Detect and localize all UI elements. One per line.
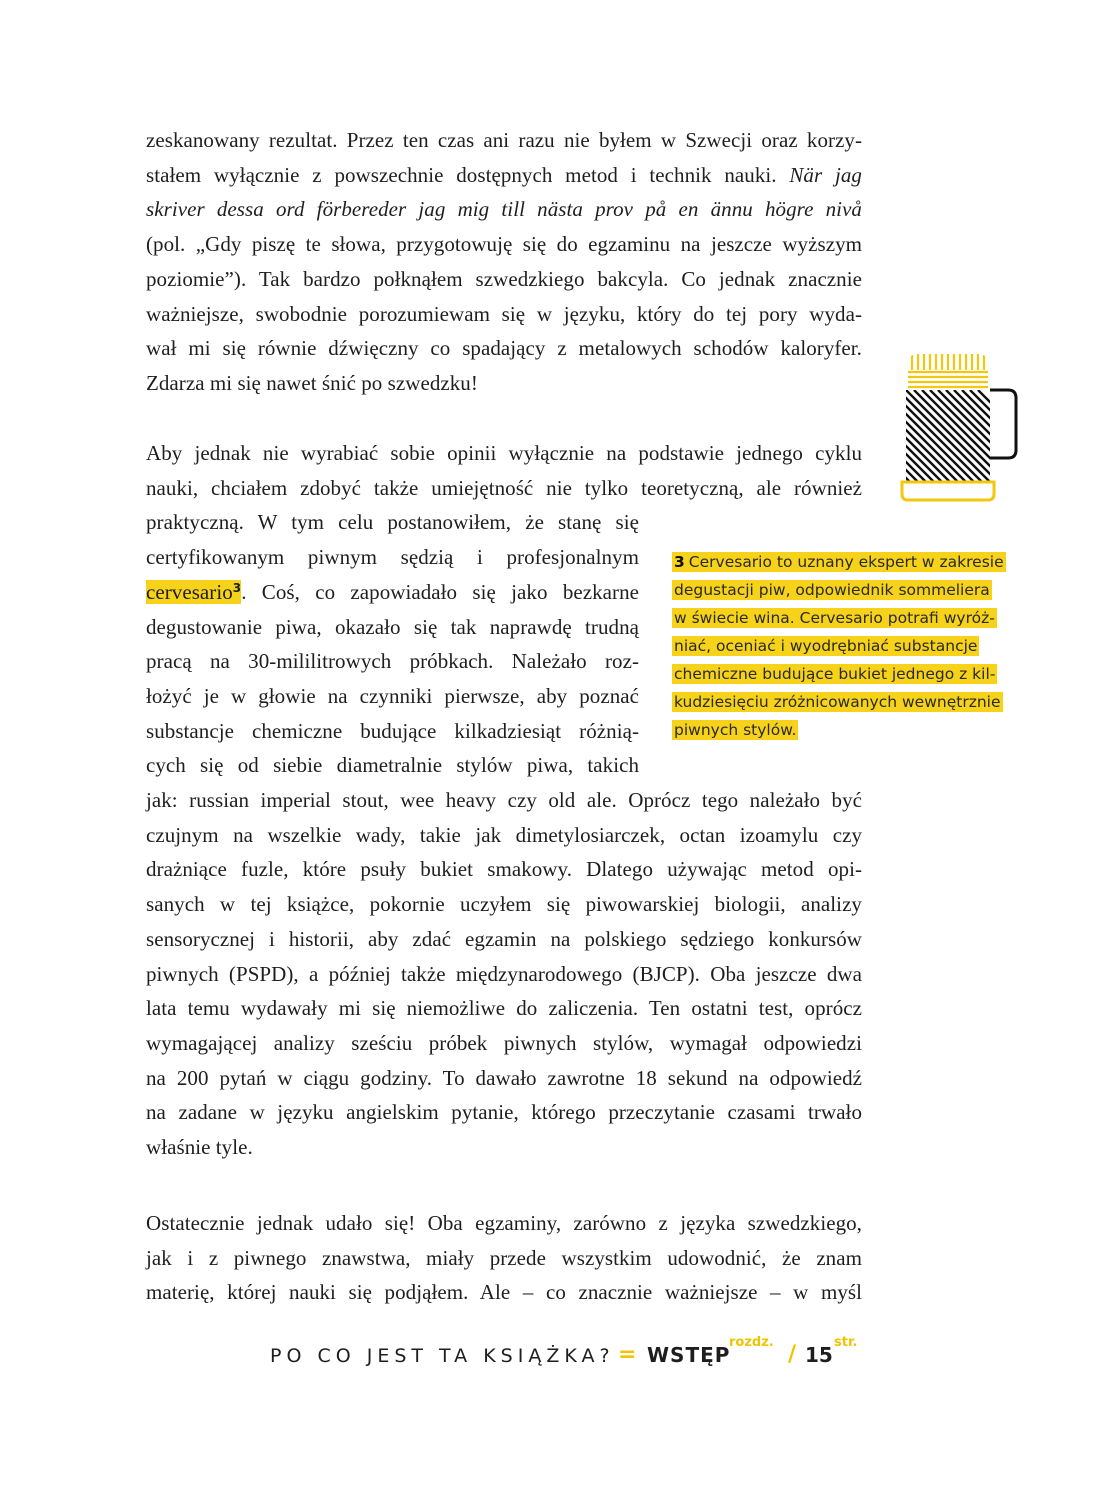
- text-line: Ostatecznie jednak udało się! Oba egzaminy, zarówno z języka szwedzkiego,: [146, 1211, 862, 1235]
- text-line: czujnym na wszelkie wady, takie jak dimetylosiarczek, octan izoamylu czy: [146, 822, 862, 847]
- text-line: na 200 pytań w ciągu godziny. To dawało zawrotne 18 sekund na odpowiedź: [146, 1065, 862, 1090]
- text-line: sanych w tej książce, pokornie uczyłem się piwowarskiej biologii, analizy: [146, 892, 862, 917]
- chapter-name: WSTĘP: [647, 1343, 731, 1367]
- text-line: ważniejsze, swobodnie porozumiewam się w języku, który do tej pory wyda-: [146, 301, 862, 326]
- text-line: (pol. „Gdy piszę te słowa, przygotowuję się do egzaminu na jeszcze wyższym: [146, 232, 862, 257]
- text-line: cych się od siebie diametralnie stylów piwa, takich: [146, 753, 639, 778]
- paragraph-1: [146, 123, 862, 401]
- text-line: Aby jednak nie wyrabiać sobie opinii wyłącznie na podstawie jednego cyklu: [146, 441, 862, 465]
- text-line: lata temu wydawały mi się niemożliwe do zaliczenia. Ten ostatni test, oprócz: [146, 996, 862, 1021]
- chapter-label: rozdz.: [729, 1335, 774, 1350]
- footnote-line: niać, oceniać i wyodrębniać substancje: [674, 637, 978, 655]
- text-line: Zdarza mi się nawet śnić po szwedzku!: [146, 370, 478, 395]
- swedish-phrase: När jag: [789, 162, 862, 187]
- text-line: wał mi się równie dźwięczny co spadający z metalowych schodów kaloryfer.: [146, 336, 862, 361]
- text-line: pracą na 30-mililitrowych próbkach. Należało roz-: [146, 649, 639, 674]
- footnote-line: w świecie wina. Cervesario potrafi wyróż-: [674, 609, 995, 627]
- text-line: zeskanowany rezultat. Przez ten czas ani razu nie byłem w Szwecji oraz korzy-: [146, 128, 862, 152]
- text-line: praktyczną. W tym celu postanowiłem, że stanę się: [146, 510, 639, 535]
- footnote-line: degustacji piw, odpowiednik sommeliera: [674, 581, 990, 599]
- text-line: wymagającej analizy sześciu próbek piwnych stylów, wymagał odpowiedzi: [146, 1030, 862, 1055]
- highlighted-term: cervesario$^3$: [146, 579, 242, 604]
- footnote-reference[interactable]: 3: [232, 580, 242, 595]
- text-line: [146, 192, 862, 227]
- page-number: 15: [805, 1343, 833, 1367]
- footnote-3: [672, 548, 1020, 744]
- text-line: drażniące fuzle, które psuły bukiet smakowy. Dlatego używając metod opi-: [146, 857, 862, 882]
- text-line: łożyć je w głowie na czynniki pierwsze, aby poznać: [146, 683, 639, 708]
- book-title: PO CO JEST TA KSIĄŻKA?: [270, 1345, 615, 1367]
- text-line: poziomie”). Tak bardzo połknąłem szwedzkiego bakcyla. Co jednak znacznie: [146, 266, 862, 291]
- text-line: jak i z piwnego znawstwa, miały przede wszystkim udowodnić, że znam: [146, 1245, 862, 1270]
- text-line: sensorycznej i historii, aby zdać egzamin na polskiego sędziego konkursów: [146, 926, 862, 951]
- footnote-line: chemiczne budujące bukiet jednego z kil-: [674, 665, 996, 683]
- footnote-line: kudziesięciu zróżnicowanych wewnętrznie: [674, 693, 1001, 711]
- footer-separator: =: [618, 1342, 637, 1367]
- text-line: degustowanie piwa, okazało się tak naprawdę trudną: [146, 614, 639, 639]
- text-line: stałem wyłącznie z powszechnie dostępnych metod i technik nauki. När jag: [146, 162, 862, 187]
- footnote-number: 3: [674, 553, 685, 571]
- text-line: na zadane w języku angielskim pytanie, którego przeczytanie czasami trwało: [146, 1100, 862, 1125]
- swedish-phrase: skriver dessa ord förbereder jag mig till nästa prov på en ännu högre nivå: [146, 197, 862, 222]
- text-line: substancje chemiczne budujące kilkadziesiąt różnią-: [146, 718, 639, 743]
- footnote-line: piwnych stylów.: [674, 721, 797, 739]
- paragraph-2: [146, 436, 862, 1165]
- footer-slash: /: [788, 1342, 797, 1367]
- text-line: właśnie tyle.: [146, 1135, 253, 1160]
- text-line: cervesario$^3$. Coś, co zapowiadało się jako bezkarne: [146, 579, 639, 604]
- text-line: nauki, chciałem zdobyć także umiejętność nie tylko teoretyczną, ale również: [146, 475, 862, 500]
- text-line: materię, której nauki się podjąłem. Ale – co znacznie ważniejsze – w myśl: [146, 1280, 862, 1305]
- text-line: piwnych (PSPD), a później także międzynarodowego (BJCP). Oba jeszcze dwa: [146, 961, 862, 986]
- beer-mug-icon: [898, 350, 1022, 506]
- footnote-line: 3 Cervesario to uznany ekspert w zakresie: [674, 553, 1004, 571]
- text-line: jak: russian imperial stout, wee heavy czy old ale. Oprócz tego należało być: [146, 788, 862, 813]
- text-line: certyfikowanym piwnym sędzią i profesjonalnym: [146, 545, 639, 570]
- page-label: str.: [834, 1335, 858, 1350]
